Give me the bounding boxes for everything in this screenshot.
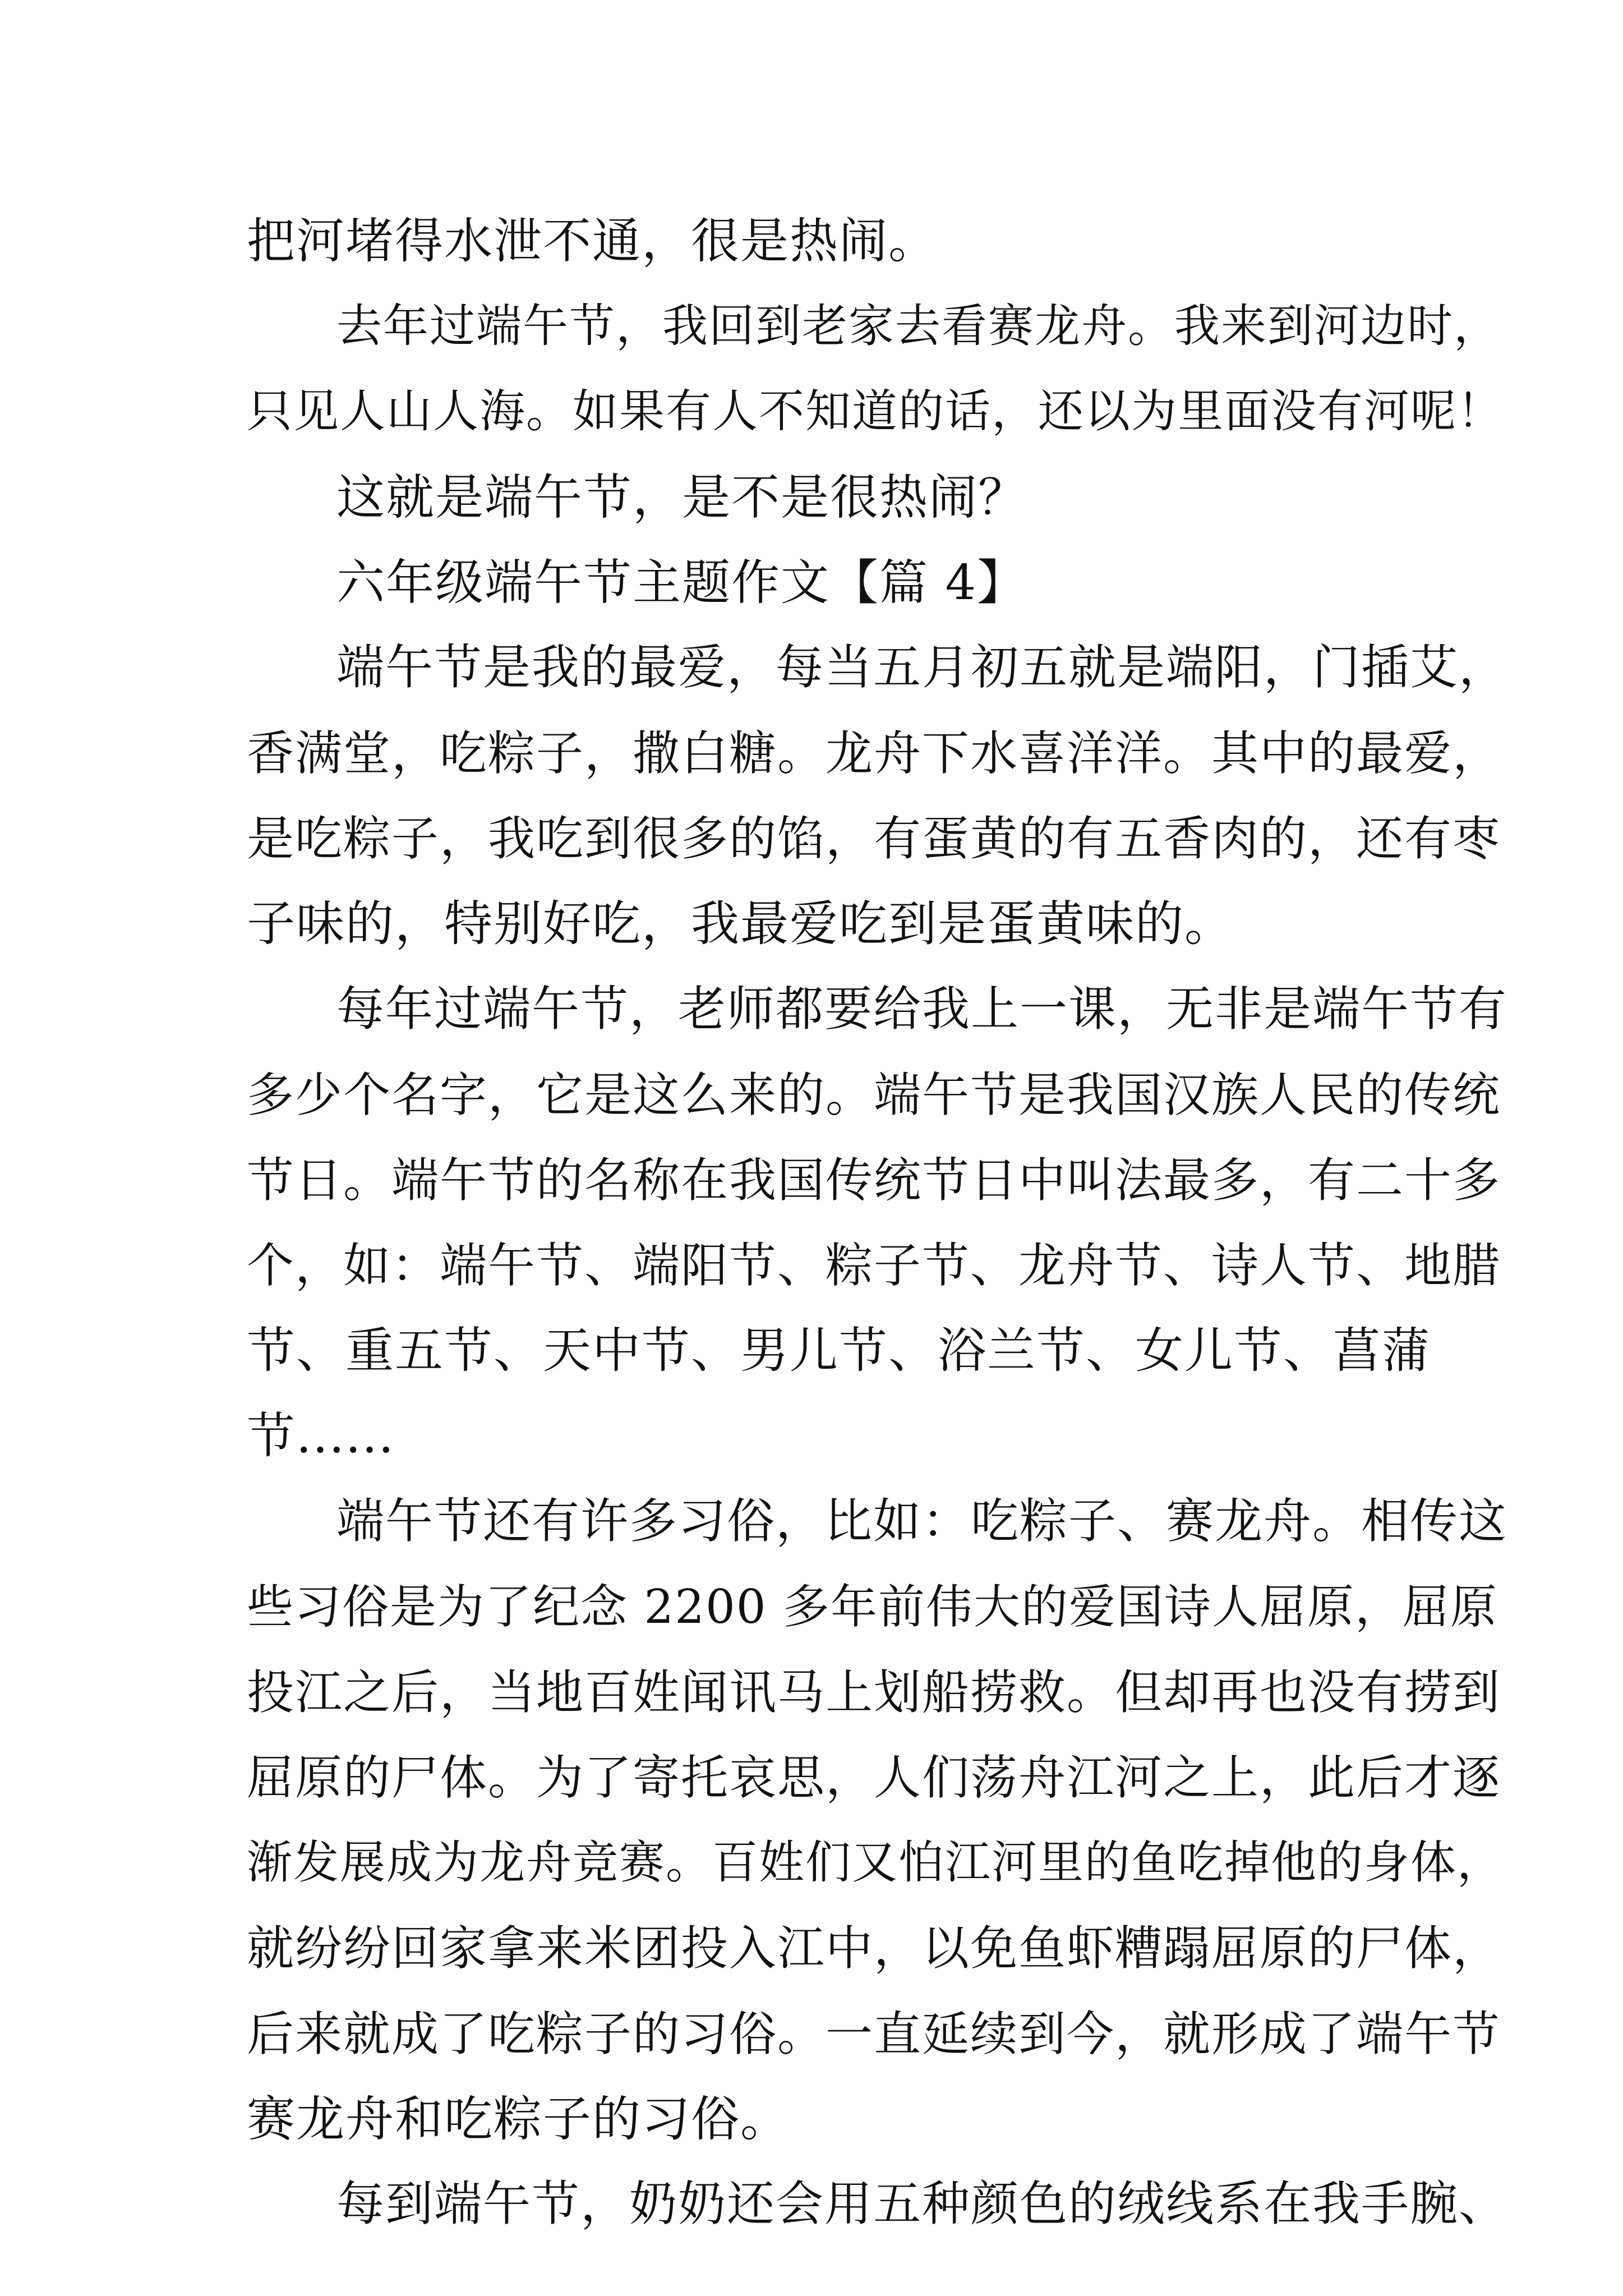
text-line: 香满堂，吃粽子，撒白糖。龙舟下水喜洋洋。其中的最爱， bbox=[247, 726, 1501, 781]
paragraph-start: 这就是端午节，是不是很热闹？ bbox=[336, 470, 1027, 526]
paragraph-start: 端午节还有许多习俗，比如：吃粽子、赛龙舟。相传这 bbox=[336, 1494, 1508, 1549]
text-line: 只见人山人海。如果有人不知道的话，还以为里面没有河呢！ bbox=[247, 385, 1504, 438]
text-line: 后来就成了吃粽子的习俗。一直延续到今，就形成了端午节 bbox=[247, 2007, 1501, 2062]
text-line: 多少个名字，它是这么来的。端午节是我国汉族人民的传统 bbox=[247, 1068, 1501, 1122]
paragraph-start: 每到端午节，奶奶还会用五种颜色的绒线系在我手腕、 bbox=[336, 2177, 1508, 2232]
text-line: 节...... bbox=[247, 1408, 395, 1464]
text-line: 屈原的尸体。为了寄托哀思，人们荡舟江河之上，此后才逐 bbox=[247, 1750, 1501, 1805]
paragraph-start: 每年过端午节，老师都要给我上一课，无非是端午节有 bbox=[336, 982, 1508, 1037]
paragraph-start: 去年过端午节，我回到老家去看赛龙舟。我来到河边时， bbox=[336, 300, 1501, 353]
paragraph-start: 端午节是我的最爱，每当五月初五就是端阳，门插艾， bbox=[336, 640, 1508, 696]
text-line: 个，如：端午节、端阳节、粽子节、龙舟节、诗人节、地腊 bbox=[247, 1238, 1501, 1293]
text-line: 节、重五节、天中节、男儿节、浴兰节、女儿节、菖蒲 bbox=[247, 1323, 1431, 1379]
text-line: 是吃粽子，我吃到很多的馅，有蛋黄的有五香肉的，还有枣 bbox=[247, 811, 1501, 866]
text-line: 就纷纷回家拿来米团投入江中，以免鱼虾糟蹋屈原的尸体， bbox=[247, 1921, 1501, 1976]
text-line: 投江之后，当地百姓闻讯马上划船捞救。但却再也没有捞到 bbox=[247, 1665, 1501, 1720]
text-line: 把河堵得水泄不通，很是热闹。 bbox=[247, 213, 938, 269]
section-heading: 六年级端午节主题作文【篇 4】 bbox=[336, 555, 1027, 611]
text-line: 赛龙舟和吃粽子的习俗。 bbox=[247, 2091, 790, 2147]
text-line: 子味的，特别好吃，我最爱吃到是蛋黄味的。 bbox=[247, 896, 1234, 952]
text-line: 些习俗是为了纪念 2200 多年前伟大的爱国诗人屈原，屈原 bbox=[247, 1580, 1498, 1634]
text-line: 节日。端午节的名称在我国传统节日中叫法最多，有二十多 bbox=[247, 1153, 1501, 1208]
text-line: 渐发展成为龙舟竞赛。百姓们又怕江河里的鱼吃掉他的身体， bbox=[247, 1837, 1504, 1889]
